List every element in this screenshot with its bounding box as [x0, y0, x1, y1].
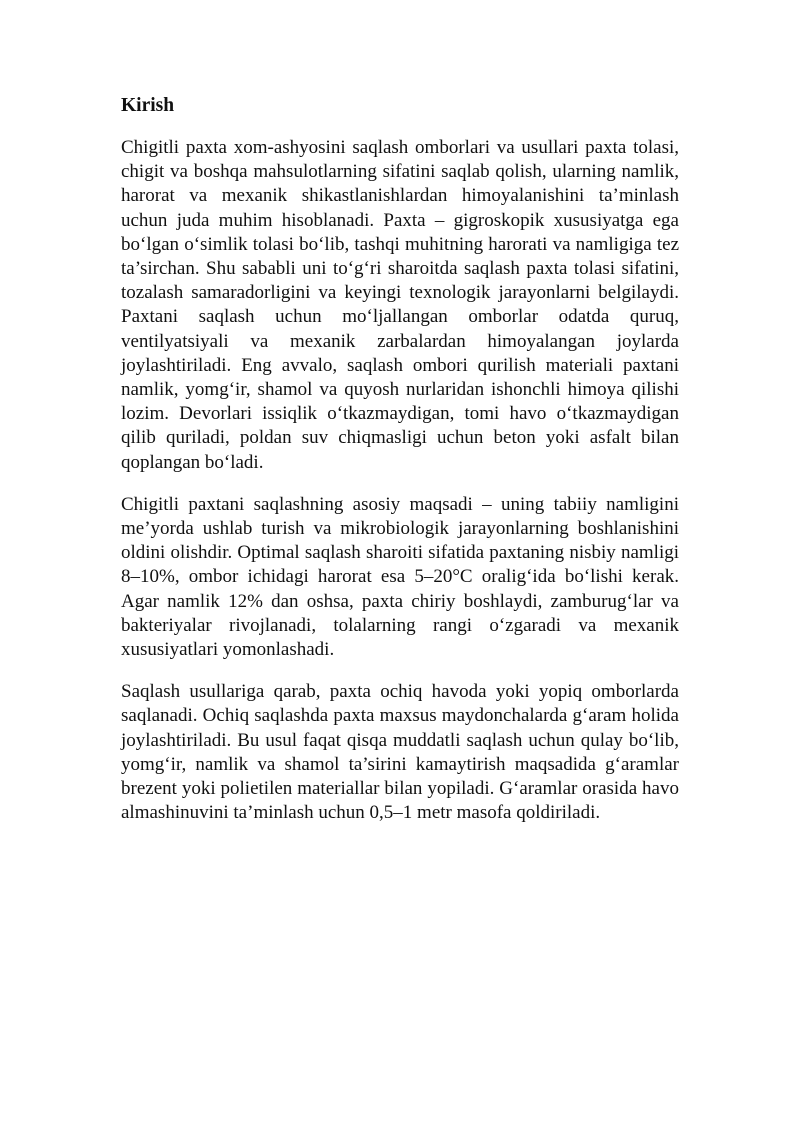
- section-heading: Kirish: [121, 95, 175, 116]
- paragraph-storage-methods: Saqlash usullariga qarab, paxta ochiq havoda yoki yopiq omborlarda saqlanadi. Ochiq saqlashda paxta maxsus maydonchalarda g‘aram holida joylashtiriladi. Bu usul faqat qisqa muddatli saqlash uchun qulay bo‘lib, yomg‘ir, namlik va shamol ta’sirini kamaytirish maqsadida g‘aramlar brezent yoki polietilen materiallar bilan yopiladi. G‘aramlar orasida havo almashinuvini ta’minlash uchun 0,5–1 metr masofa qoldiriladi.: [121, 681, 679, 824]
- paragraph-storage-intro: Chigitli paxta xom-ashyosini saqlash omborlari va usullari paxta tolasi, chigit va boshqa mahsulotlarning sifatini saqlab qolish, ularning namlik, harorat va mexanik shikastlanishlardan himoyalanishini ta’minlash uchun juda muhim hisoblanadi. Paxta – gigroskopik xususiyatga ega bo‘lgan o‘simlik tolasi bo‘lib, tashqi muhitning harorati va namligiga tez ta’sirchan. Shu sababli uni to‘g‘ri sharoitda saqlash paxta tolasi sifatini, tozalash samaradorligini va keyingi texnologik jarayonlarni belgilaydi. Paxtani saqlash uchun mo‘ljallangan omborlar odatda quruq, ventilyatsiyali va mexanik zarbalardan himoyalangan joylarda joylashtiriladi. Eng avvalo, saqlash ombori qurilish materiali paxtani namlik, yomg‘ir, shamol va quyosh nurlaridan ishonchli himoya qilishi lozim. Devorlari issiqlik o‘tkazmaydigan, tomi havo o‘tkazmaydigan qilib quriladi, poldan suv chiqmasligi uchun beton yoki asfalt bilan qoplangan bo‘ladi.: [121, 137, 679, 473]
- document-page: [121, 94, 679, 843]
- paragraph-storage-goal: Chigitli paxtani saqlashning asosiy maqsadi – uning tabiiy namligini me’yorda ushlab turish va mikrobiologik jarayonlarning boshlanishini oldini olishdir. Optimal saqlash sharoiti sifatida paxtaning nisbiy namligi 8–10%, ombor ichidagi harorat esa 5–20°C oralig‘ida bo‘lishi kerak. Agar namlik 12% dan oshsa, paxta chiriy boshlaydi, zamburug‘lar va bakteriyalar rivojlanadi, tolalarning rangi o‘zgaradi va mexanik xususiyatlari yomonlashadi.: [121, 493, 679, 661]
